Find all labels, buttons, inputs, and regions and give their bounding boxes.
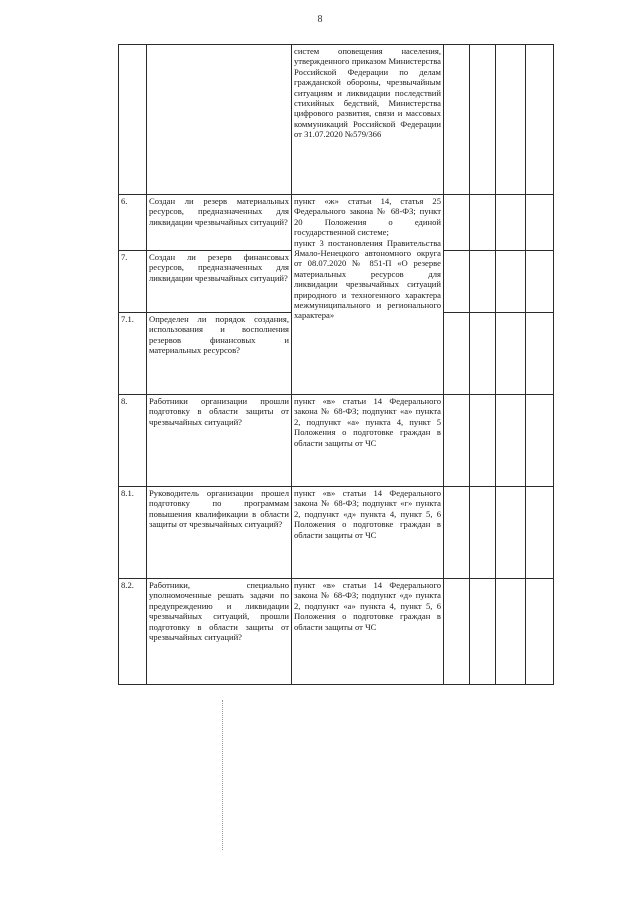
answer-cell bbox=[470, 579, 496, 685]
answer-cell bbox=[470, 251, 496, 313]
answer-cell bbox=[470, 45, 496, 195]
row-question: Работники, специально уполномоченные решать задачи по предупреждению и ликвидации чрезвычайных ситуаций, прошли подготовку в области защиты от чрезвычайных ситуаций? bbox=[147, 579, 292, 685]
answer-cell bbox=[444, 251, 470, 313]
table-row bbox=[119, 195, 554, 251]
row-question: Работники организации прошли подготовку в области защиты от чрезвычайных ситуаций? bbox=[147, 395, 292, 487]
table-row bbox=[119, 395, 554, 487]
row-number: 8.2. bbox=[119, 579, 147, 685]
row-number: 7.1. bbox=[119, 313, 147, 395]
answer-cell bbox=[470, 313, 496, 395]
reference-part: пункт «ж» статьи 14, статья 25 Федерального закона № 68-ФЗ; пункт 20 Положения о единой государственной системе; bbox=[294, 196, 441, 238]
row-number: 8. bbox=[119, 395, 147, 487]
row-reference: пункт «в» статьи 14 Федерального закона № 68-ФЗ; подпункт «а» пункта 2, подпункт «а» пункта 4, пункт 5 Положения о подготовке граждан в области защиты от ЧС bbox=[292, 395, 444, 487]
answer-cell bbox=[470, 195, 496, 251]
row-question: Руководитель организации прошел подготовку по программам повышения квалификации в области защиты от чрезвычайных ситуаций? bbox=[147, 487, 292, 579]
row-reference: пункт «в» статьи 14 Федерального закона № 68-ФЗ; подпункт «д» пункта 2, подпункт «а» пункта 4, пункт 5, 6 Положения о подготовке граждан в области защиты от ЧС bbox=[292, 579, 444, 685]
answer-cell bbox=[470, 487, 496, 579]
answer-cell bbox=[496, 487, 526, 579]
answer-cell bbox=[496, 579, 526, 685]
reference-part: пункт 3 постановления Правительства Ямало-Ненецкого автономного округа от 08.07.2020 № 851-П «О резерве материальных ресурсов для ликвидации чрезвычайных ситуаций природного и техногенного характера межмуниципального и регионального характера» bbox=[294, 237, 441, 321]
table-row bbox=[119, 579, 554, 685]
answer-cell bbox=[496, 251, 526, 313]
answer-cell bbox=[526, 487, 554, 579]
answer-cell bbox=[526, 195, 554, 251]
table-row bbox=[119, 487, 554, 579]
answer-cell bbox=[526, 45, 554, 195]
row-question: Определен ли порядок создания, использования и восполнения резервов финансовых и материальных ресурсов? bbox=[147, 313, 292, 395]
row-number: 8.1. bbox=[119, 487, 147, 579]
row-number: 6. bbox=[119, 195, 147, 251]
answer-cell bbox=[496, 313, 526, 395]
answer-cell bbox=[444, 195, 470, 251]
answer-cell bbox=[444, 395, 470, 487]
table-row bbox=[119, 45, 554, 195]
answer-cell bbox=[496, 195, 526, 251]
answer-cell bbox=[526, 251, 554, 313]
answer-cell bbox=[444, 313, 470, 395]
row-reference bbox=[292, 195, 444, 395]
row-number bbox=[119, 45, 147, 195]
row-reference: пункт «в» статьи 14 Федерального закона № 68-ФЗ; подпункт «г» пункта 2, подпункт «д» пункта 4, пункт 5, 6 Положения о подготовке граждан в области защиты от ЧС bbox=[292, 487, 444, 579]
scan-artifact-line bbox=[222, 700, 224, 850]
answer-cell bbox=[526, 313, 554, 395]
checklist-table bbox=[118, 44, 554, 685]
answer-cell bbox=[444, 579, 470, 685]
answer-cell bbox=[470, 395, 496, 487]
answer-cell bbox=[526, 395, 554, 487]
page-number: 8 bbox=[317, 14, 323, 25]
answer-cell bbox=[496, 45, 526, 195]
row-question: Создан ли резерв финансовых ресурсов, предназначенных для ликвидации чрезвычайных ситуаций? bbox=[147, 251, 292, 313]
row-question: Создан ли резерв материальных ресурсов, предназначенных для ликвидации чрезвычайных ситуаций? bbox=[147, 195, 292, 251]
answer-cell bbox=[444, 45, 470, 195]
answer-cell bbox=[444, 487, 470, 579]
row-number: 7. bbox=[119, 251, 147, 313]
row-reference: систем оповещения населения, утвержденного приказом Министерства Российской Федерации по делам гражданской обороны, чрезвычайным ситуациям и ликвидации последствий стихийных бедствий, Министерства цифрового развития, связи и массовых коммуникаций Российской Федерации от 31.07.2020 №579/366 bbox=[292, 45, 444, 195]
row-question bbox=[147, 45, 292, 195]
answer-cell bbox=[526, 579, 554, 685]
answer-cell bbox=[496, 395, 526, 487]
